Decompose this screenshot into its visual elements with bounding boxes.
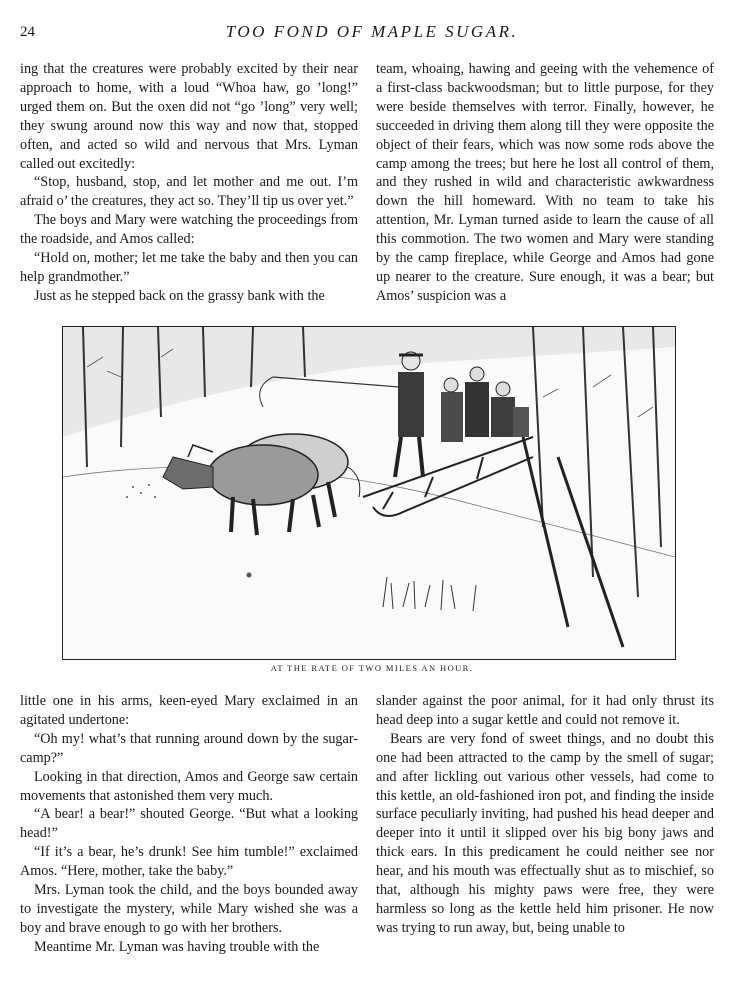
text-column-top-right <box>376 60 714 306</box>
paragraph: “Hold on, mother; let me take the baby and then you can help grandmother.” <box>20 250 358 285</box>
paragraph: slander against the poor animal, for it had only thrust its head deep into a sugar kettle and could not remove it. <box>376 693 714 728</box>
paragraph: “Oh my! what’s that running around down by the sugar-camp?” <box>20 730 358 766</box>
paragraph: Just as he stepped back on the grassy bank with the <box>34 287 325 304</box>
page-number: 24 <box>20 24 35 40</box>
paragraph: “A bear! a bear!” shouted George. “But what a looking head!” <box>20 806 358 842</box>
paragraph: Bears are very fond of sweet things, and no doubt this one had been attracted to the camp by the smell of sugar; and after lickling out various other vessels, had come to this kettle, an old-fashioned iron pot, and finding the inside surface peculiarly inviting, had pushed his head deeper and deeper into it until it slipped over his big bony jaws and thick ears. In this predicament he could neither see nor hear, and his mouth was effectually shut as to mischief, so that, although his mighty paws were free, they were harmless so long as the kettle held him prisoner. He now was trying to run away, but, being unable to <box>376 730 714 936</box>
paragraph: Looking in that direction, Amos and George saw certain movements that astonished them very much. <box>20 768 358 804</box>
illustration-drawing <box>63 327 675 659</box>
paragraph: little one in his arms, keen-eyed Mary exclaimed in an agitated undertone: <box>20 693 358 728</box>
page-header <box>0 22 744 46</box>
text-column-top-left <box>20 60 358 306</box>
text-column-bottom-right <box>376 692 714 938</box>
paragraph: team, whoaing, hawing and geeing with the vehemence of a first-class backwoodsman; but to little purpose, for they were beside themselves with terror. Finally, however, he succeeded in driving them along till they were opposite the object of their fears, which was now some rods above the camp among the trees; but here he lost all control of them, and they rushed in wild and characteristic awkwardness down the hill homeward. With no team to take his attention, Mr. Lyman turned aside to learn the cause of all this commotion. The two women and Mary were standing by the camp fireplace, while George and Amos had gone up nearer to the creature. Sure enough, it was a bear; but Amos’ suspicion was a <box>376 61 714 304</box>
paragraph: “Stop, husband, stop, and let mother and me out. I’m afraid o’ the creatures, they act so. They’ll tip us over yet.” <box>20 174 358 210</box>
oxen <box>163 434 360 535</box>
paragraph: ing that the creatures were probably excited by their near approach to home, with a loud “Whoa haw, go ’long!” urged them on. But the oxen did not “go ’long” very well; they swung around now this way and now that, stopped often, and acted so wild and nervous that Mrs. Lyman called out excitedly: <box>20 61 358 172</box>
paragraph: The boys and Mary were watching the proceedings from the roadside, and Amos called: <box>20 212 358 248</box>
sled <box>363 437 533 516</box>
running-title: TOO FOND OF MAPLE SUGAR. <box>225 22 519 41</box>
whip <box>273 377 399 387</box>
illustration <box>62 326 676 660</box>
paragraph: Meantime Mr. Lyman was having trouble with the <box>34 938 320 955</box>
paragraph: “If it’s a bear, he’s drunk! See him tumble!” exclaimed Amos. “Here, mother, take the baby.” <box>20 844 358 880</box>
illustration-caption: AT THE RATE OF TWO MILES AN HOUR. <box>270 663 474 673</box>
paragraph: Mrs. Lyman took the child, and the boys bounded away to investigate the mystery, while Mary wished she was a boy and brave enough to go with her brothers. <box>20 882 358 936</box>
text-column-bottom-left <box>20 692 358 957</box>
